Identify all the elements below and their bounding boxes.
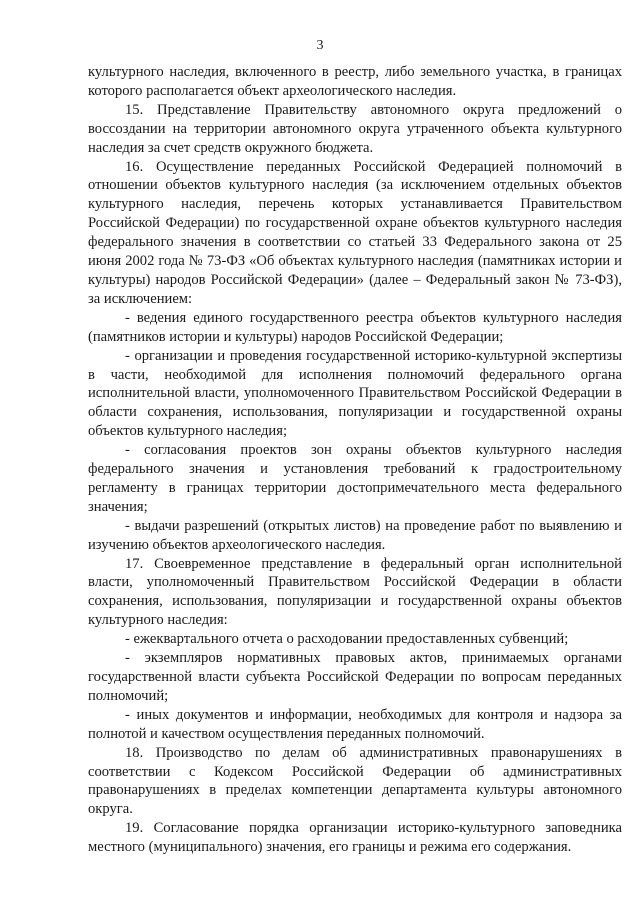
- paragraph-subitem: - организации и проведения государственной историко-культурной экспертизы в части, необходимой для исполнения полномочий федерального органа исполнительной власти, уполномоченного Правительством Российской Федерации в области сохранения, использования, популяризации и государственной охраны объектов культурного наследия;: [88, 347, 622, 440]
- paragraph-subitem: - согласования проектов зон охраны объектов культурного наследия федерального значения и установления требований к градостроительному регламенту в границах территории достопримечательного места федерального значения;: [88, 442, 622, 515]
- document-body: [88, 63, 622, 857]
- paragraph-subitem: - экземпляров нормативных правовых актов, принимаемых органами государственной власти субъекта Российской Федерации по вопросам переданных полномочий;: [88, 650, 622, 704]
- paragraph-subitem: - иных документов и информации, необходимых для контроля и надзора за полнотой и качеством осуществления переданных полномочий.: [88, 706, 622, 742]
- paragraph-item-17: 17. Своевременное представление в федеральный орган исполнительной власти, уполномоченный Правительством Российской Федерации в области сохранения, использования, популяризации и государственной охраны объектов культурного наследия:: [88, 555, 622, 629]
- paragraph-subitem: - ведения единого государственного реестра объектов культурного наследия (памятников истории и культуры) народов Российской Федерации;: [88, 309, 622, 345]
- paragraph-item-18: 18. Производство по делам об административных правонарушениях в соответствии с Кодексом Российской Федерации об административных правонарушениях в пределах компетенции департамента культуры автономного округа.: [88, 744, 622, 818]
- paragraph-subitem: - ежеквартального отчета о расходовании предоставленных субвенций;: [125, 631, 569, 648]
- paragraph-item-19: 19. Согласование порядка организации историко-культурного заповедника местного (муниципального) значения, его границы и режима его содержания.: [88, 820, 622, 856]
- page-number: 3: [316, 38, 324, 53]
- paragraph-subitem: - выдачи разрешений (открытых листов) на проведение работ по выявлению и изучению объектов археологического наследия.: [88, 517, 622, 553]
- paragraph-item-15: 15. Представление Правительству автономного округа предложений о воссоздании на территории автономного округа утраченного объекта культурного наследия за счет средств окружного бюджета.: [88, 101, 622, 156]
- paragraph-item-16: 16. Осуществление переданных Российской Федерацией полномочий в отношении объектов культурного наследия (за исключением отдельных объектов культурного наследия, перечень которых устанавливается Правительством Российской Федерации) по государственной охране объектов культурного наследия федерального значения в соответствии со статьей 33 Федерального закона от 25 июня 2002 года № 73-ФЗ «Об объектах культурного наследия (памятниках истории и культуры) народов Российской Федерации» (далее – Федеральный закон № 73-ФЗ), за исключением:: [88, 158, 622, 307]
- paragraph-continuation: культурного наследия, включенного в реестр, либо земельного участка, в границах которого располагается объект археологического наследия.: [88, 64, 622, 99]
